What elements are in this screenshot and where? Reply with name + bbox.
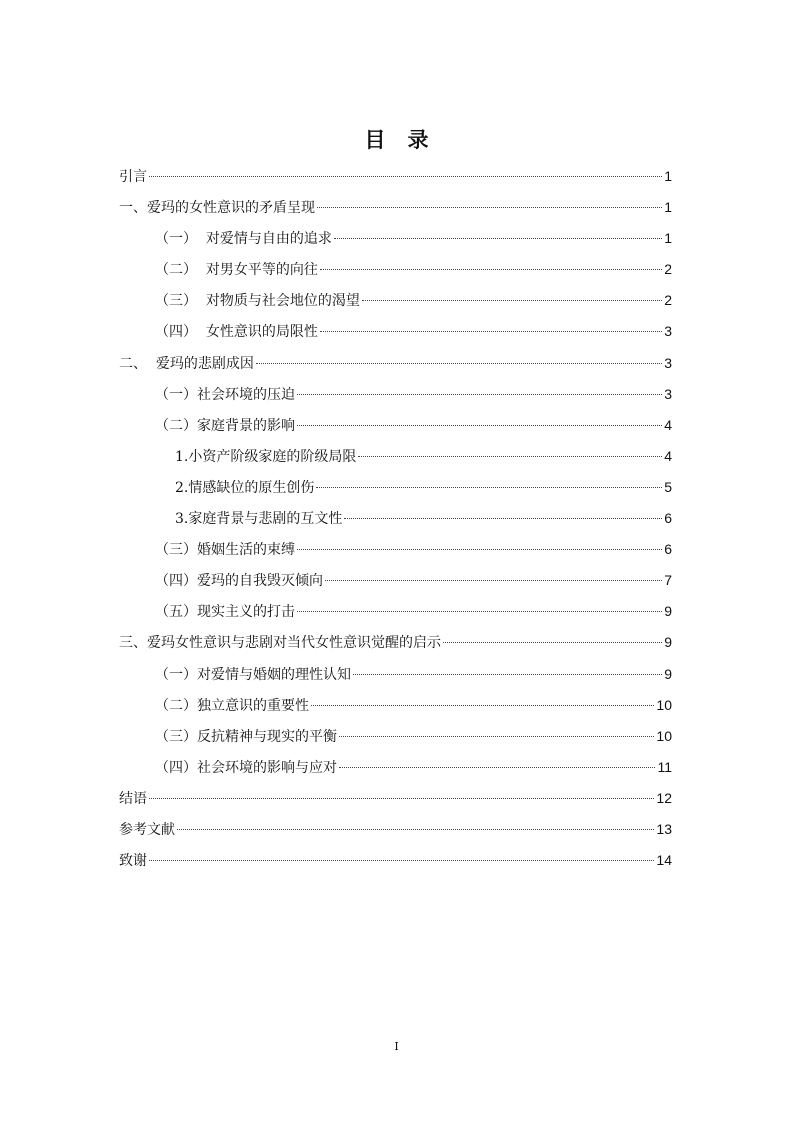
- dot-leader: [358, 456, 662, 457]
- toc-entry[interactable]: [119, 223, 672, 254]
- toc-entry[interactable]: [119, 472, 672, 503]
- toc-entry[interactable]: [119, 627, 672, 658]
- toc-entry-title: （四）爱玛的自我毁灭倾向: [155, 573, 323, 590]
- toc-entry[interactable]: [119, 845, 672, 876]
- toc-entry-page: 1: [664, 168, 672, 184]
- toc-entry[interactable]: [119, 348, 672, 379]
- toc-entry[interactable]: [119, 285, 672, 316]
- toc-entry-page: 4: [664, 447, 672, 464]
- toc-entry-title: 2.情感缺位的原生创伤: [175, 479, 315, 496]
- toc-entry-page: 13: [656, 820, 672, 837]
- toc-entry-page: 9: [664, 603, 672, 620]
- toc-entry-page: 5: [664, 478, 672, 495]
- dot-leader: [362, 300, 662, 301]
- toc-entry-page: 3: [664, 385, 672, 402]
- toc-entry[interactable]: [119, 192, 672, 223]
- dot-leader: [334, 238, 662, 239]
- dot-leader: [325, 580, 662, 581]
- toc-entry-page: 10: [656, 727, 672, 744]
- dot-leader: [297, 549, 662, 550]
- toc-entry-page: 12: [656, 789, 672, 806]
- dot-leader: [320, 269, 662, 270]
- table-of-contents: [119, 161, 672, 876]
- page-number: I: [394, 1040, 399, 1053]
- toc-entry-title: 引言: [119, 169, 147, 185]
- toc-entry-page: 9: [664, 634, 672, 651]
- toc-entry-title: （三）婚姻生活的束缚: [155, 542, 295, 559]
- toc-entry[interactable]: [119, 565, 672, 596]
- dot-leader: [339, 736, 654, 737]
- toc-entry-title: 致谢: [119, 853, 147, 870]
- toc-entry-page: 3: [664, 323, 672, 340]
- dot-leader: [443, 642, 662, 643]
- toc-entry[interactable]: [119, 690, 672, 721]
- toc-entry-title: 3.家庭背景与悲剧的互文性: [175, 511, 343, 528]
- toc-entry-title: 结语: [119, 790, 147, 807]
- dot-leader: [339, 767, 655, 768]
- toc-entry[interactable]: [119, 752, 672, 783]
- toc-entry-title: （三） 对物质与社会地位的渴望: [155, 293, 360, 310]
- toc-entry-page: 6: [664, 541, 672, 558]
- dot-leader: [297, 425, 662, 426]
- dot-leader: [344, 518, 662, 519]
- toc-entry[interactable]: [119, 814, 672, 845]
- dot-leader: [297, 611, 662, 612]
- toc-entry-title: 三、爱玛女性意识与悲剧对当代女性意识觉醒的启示: [119, 635, 441, 652]
- toc-entry-page: 2: [664, 292, 672, 309]
- dot-leader: [149, 798, 654, 799]
- toc-entry[interactable]: [119, 783, 672, 814]
- toc-entry-title: 参考文献: [119, 821, 175, 838]
- toc-entry[interactable]: [119, 596, 672, 627]
- toc-entry-page: 14: [656, 852, 672, 869]
- toc-entry-title: 二、 爱玛的悲剧成因: [119, 355, 254, 372]
- toc-entry-title: （四）社会环境的影响与应对: [155, 759, 337, 776]
- dot-leader: [317, 207, 662, 208]
- toc-entry-page: 1: [664, 230, 672, 247]
- dot-leader: [256, 363, 662, 364]
- toc-entry-title: （一） 对爱情与自由的追求: [155, 231, 332, 248]
- toc-entry-page: 9: [664, 665, 672, 682]
- dot-leader: [316, 487, 662, 488]
- toc-entry-page: 6: [664, 510, 672, 527]
- toc-entry-page: 4: [664, 416, 672, 433]
- toc-entry[interactable]: [119, 379, 672, 410]
- toc-entry-title: （三）反抗精神与现实的平衡: [155, 728, 337, 745]
- dot-leader: [177, 829, 654, 830]
- toc-entry[interactable]: [119, 316, 672, 347]
- toc-entry-page: 2: [664, 261, 672, 278]
- dot-leader: [297, 394, 662, 395]
- toc-entry-title: 一、爱玛的女性意识的矛盾呈现: [119, 200, 315, 217]
- toc-entry-title: （四） 女性意识的局限性: [155, 324, 318, 341]
- toc-entry-page: 3: [664, 354, 672, 371]
- dot-leader: [149, 860, 654, 861]
- toc-entry[interactable]: [119, 441, 672, 472]
- toc-entry[interactable]: [119, 534, 672, 565]
- toc-entry-page: 7: [664, 572, 672, 589]
- toc-entry-title: （五）现实主义的打击: [155, 604, 295, 621]
- toc-entry[interactable]: [119, 254, 672, 285]
- toc-entry[interactable]: [119, 503, 672, 534]
- toc-entry-page: 10: [656, 696, 672, 713]
- toc-entry-page: 11: [657, 758, 672, 775]
- toc-entry-title: （一）对爱情与婚姻的理性认知: [155, 666, 351, 683]
- toc-entry[interactable]: [119, 721, 672, 752]
- dot-leader: [149, 176, 662, 177]
- toc-entry-title: （二） 对男女平等的向往: [155, 262, 318, 279]
- toc-entry[interactable]: [119, 659, 672, 690]
- title-char: 目: [364, 128, 386, 152]
- dot-leader: [320, 331, 662, 332]
- title-char: 录: [407, 128, 429, 152]
- dot-leader: [311, 705, 654, 706]
- toc-entry[interactable]: [119, 410, 672, 441]
- toc-entry[interactable]: [119, 161, 672, 192]
- toc-entry-title: 1.小资产阶级家庭的阶级局限: [175, 448, 357, 465]
- dot-leader: [353, 674, 662, 675]
- page-title: [0, 124, 793, 154]
- toc-entry-title: （二）独立意识的重要性: [155, 697, 309, 714]
- toc-entry-title: （二）家庭背景的影响: [155, 417, 295, 434]
- toc-entry-page: 1: [664, 199, 672, 216]
- toc-entry-title: （一）社会环境的压迫: [155, 386, 295, 403]
